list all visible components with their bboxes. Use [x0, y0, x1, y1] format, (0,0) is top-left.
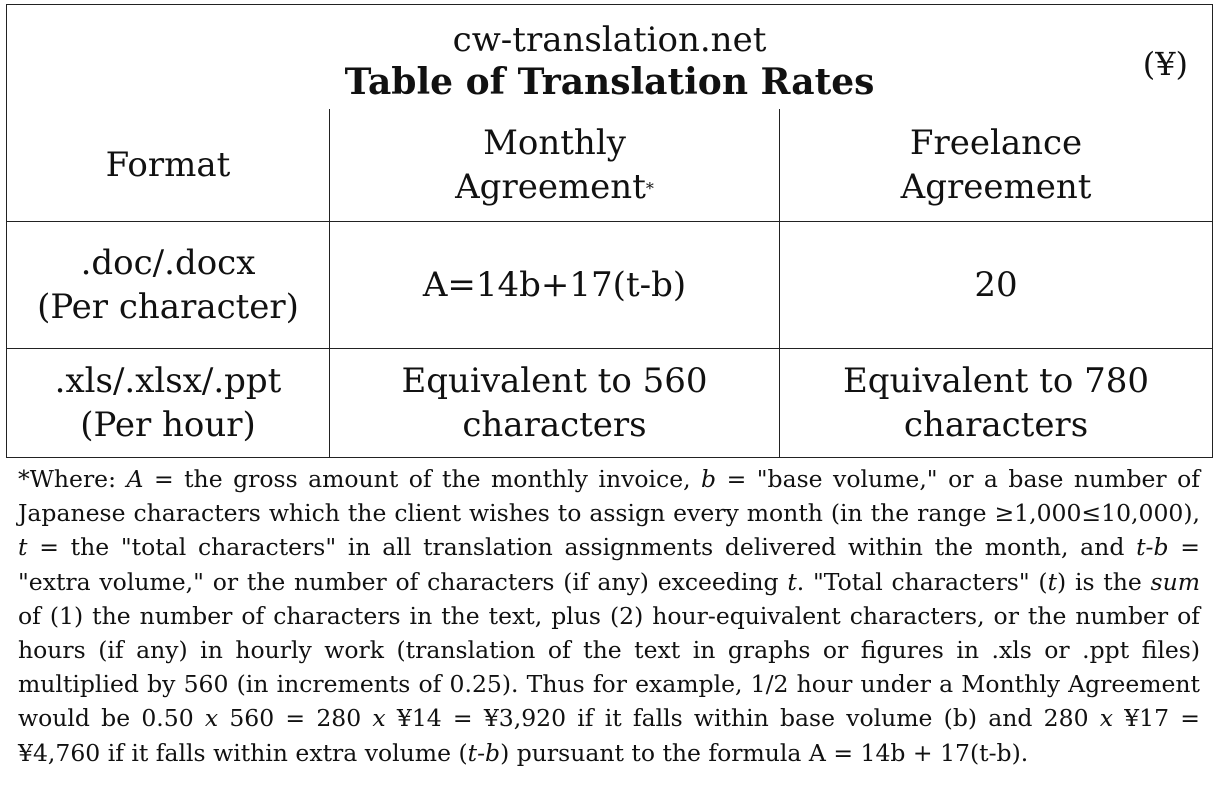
row-doc-freelance: [780, 222, 1213, 349]
row-doc-format: [7, 222, 330, 349]
header-format: [7, 109, 330, 222]
row-doc-monthly: [330, 222, 780, 349]
format-unit: (Per character): [37, 287, 299, 327]
header-format-label: Format: [105, 145, 231, 185]
monthly-rate-line2: characters: [462, 405, 647, 445]
row-xls-monthly: [330, 349, 780, 458]
rates-document: [6, 4, 1212, 770]
header-freelance-line2: Agreement: [900, 167, 1092, 207]
header-freelance: [780, 109, 1213, 222]
format-name: .xls/.xlsx/.ppt: [54, 361, 282, 401]
freelance-rate: 20: [974, 265, 1018, 305]
row-xls-format: [7, 349, 330, 458]
column-header-row: [7, 109, 1213, 222]
format-unit: (Per hour): [80, 405, 256, 445]
table-row: [7, 349, 1213, 458]
footnote: *Where: A = the gross amount of the monthly invoice, b = "base volume," or a base number of Japanese characters which the client wishes to assign every month (in the range ≥1,000≤10,000), t = the "total characters" in all translation assignments delivered within the month, and t-b = "extra volume," or the number of characters (if any) exceeding t. "Total characters" (t) is the sum of (1) the number of characters in the text, plus (2) hour-equivalent characters, or the number of hours (if any) in hourly work (translation of the text in graphs or figures in .xls or .ppt files) multiplied by 560 (in increments of 0.25). Thus for example, 1/2 hour under a Monthly Agreement would be 0.50 x 560 = 280 x ¥14 = ¥3,920 if it falls within base volume (b) and 280 x ¥17 = ¥4,760 if it falls within extra volume (t-b) pursuant to the formula A = 14b + 17(t-b).: [18, 465, 1200, 767]
footnote-marker: *: [645, 179, 654, 198]
header-freelance-line1: Freelance: [909, 123, 1083, 163]
monthly-rate: A=14b+17(t-b): [422, 265, 687, 305]
table-row: [7, 222, 1213, 349]
header-monthly: [330, 109, 780, 222]
freelance-rate-line1: Equivalent to 780: [842, 361, 1150, 401]
header-monthly-line2: Agreement: [455, 167, 646, 207]
freelance-rate-line2: characters: [903, 405, 1089, 445]
table-title-cell: [7, 5, 1213, 110]
row-xls-freelance: [780, 349, 1213, 458]
table-title: Table of Translation Rates: [344, 61, 875, 103]
monthly-rate-line1: Equivalent to 560: [401, 361, 708, 401]
rates-table: [6, 4, 1213, 458]
format-name: .doc/.docx: [80, 243, 256, 283]
site-name: cw-translation.net: [452, 20, 767, 60]
currency-label: (¥): [1142, 45, 1189, 83]
header-monthly-line1: Monthly: [483, 123, 626, 163]
